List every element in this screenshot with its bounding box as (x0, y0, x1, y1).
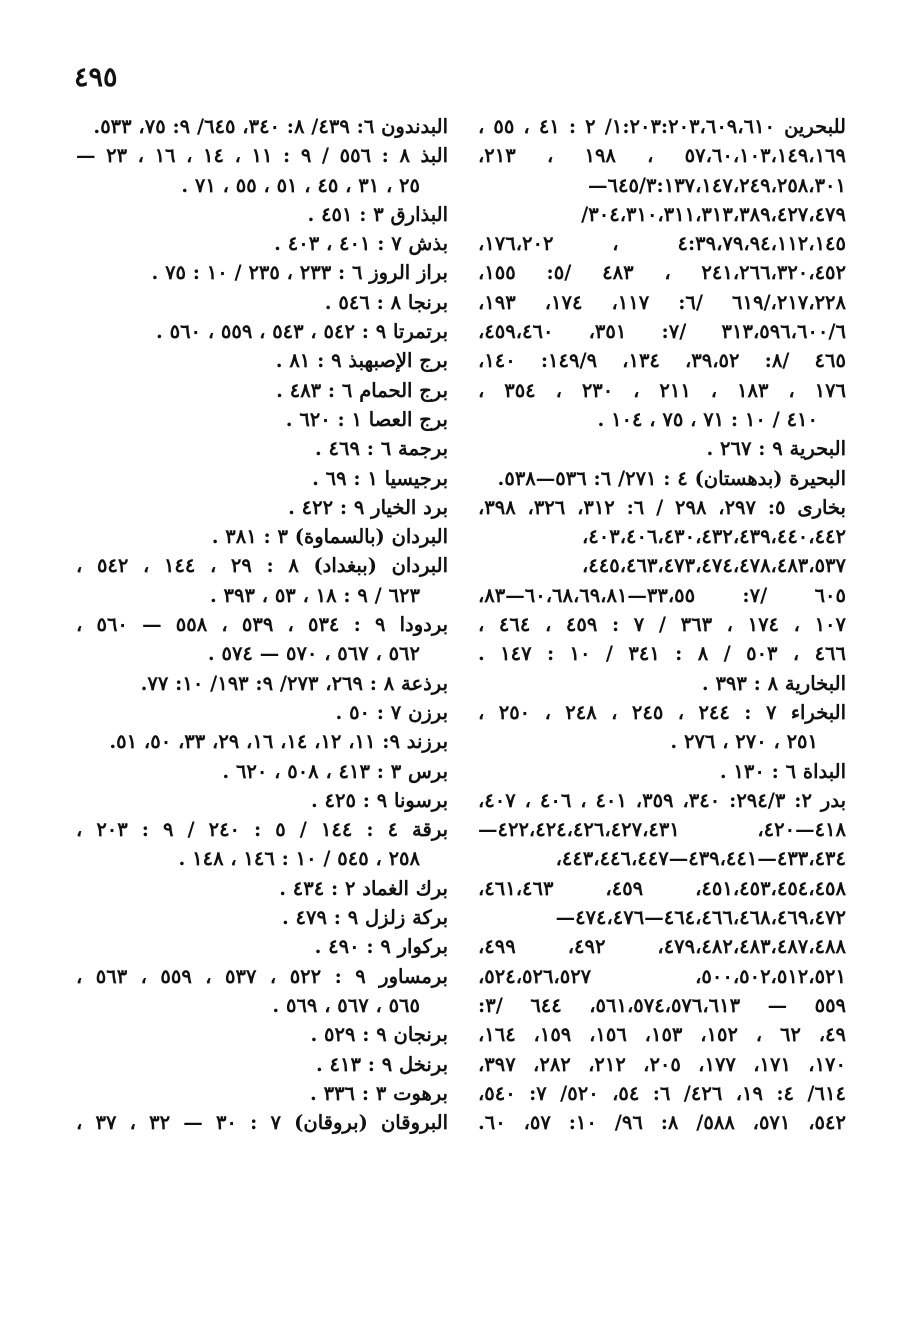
index-line: البذ ٨ : ٥٥٦ / ٩ : ١١ ، ١٤ ، ١٦ ، ٢٣ — (76, 144, 448, 168)
index-line: ٤١٠ / ١٠ : ٧١ ، ٧٥ ، ١٠٤ . (597, 407, 818, 431)
index-line: البحرية ٩ : ٢٦٧ . (706, 437, 846, 461)
index-line: ٦٢٣ / ٩ : ١٨ ، ٥٣ ، ٣٩٣ . (209, 583, 420, 607)
index-line: برج الإصبهبذ ٩ : ٨١ . (275, 349, 448, 373)
index-line: برنجا ٨ : ٥٤٦ . (324, 290, 448, 314)
index-line: ١٧٠، ١٧١، ١٧٧، ٢٠٥، ٢١٢، ٢٨٢، ٣٩٧، (478, 1052, 846, 1076)
index-line: ٤٣٣،٤٣٤—٤٣٩،٤٤١—٤٤٣،٤٤٦،٤٤٧، (555, 847, 846, 871)
index-line: برذعة ٨ : ٢٦٩، ٢٧٣/ ٩: ١٩٣/ ١٠: ٧٧. (140, 671, 448, 695)
index-line: برقة ٤ : ١٤٤ / ٥ : ٢٤٠ / ٩ : ٢٠٣ ، (76, 818, 448, 842)
index-line: برزند ٩: ١١، ١٢، ١٤، ١٦، ٢٩، ٣٣، ٥٠، ٥١. (109, 730, 448, 754)
index-line: بردودا ٩ : ٥٣٤ ، ٥٣٩ ، ٥٥٨ — ٥٦٠ ، (76, 613, 448, 637)
index-line: برتمرتا ٩ : ٥٤٢ ، ٥٤٣ ، ٥٥٩ ، ٥٦٠ . (156, 320, 448, 344)
index-line: بدر ٢: ٢٩٤/٣: ٣٤٠، ٣٥٩، ٤٠١ ، ٤٠٦ ، ٤٠٧، (478, 788, 846, 812)
index-line: البداة ٦ : ١٣٠ . (719, 759, 846, 783)
index-line: برد الخيار ٩ : ٤٢٢ . (288, 495, 448, 519)
index-line: البحيرة (بدهستان) ٤ : ٢٧١/ ٦: ٥٣٦—٥٣٨. (497, 466, 846, 490)
index-line: بركوار ٩ : ٤٩٠ . (314, 935, 448, 959)
index-line: ٥٥٩ — ٥٦١،٥٧٤،٥٧٦،٦١٣، ٦٤٤ /٣: (478, 993, 846, 1017)
page-number: ٤٩٥ (74, 62, 118, 93)
index-column-right (478, 112, 846, 1137)
index-line: ٥٦٢ ، ٥٦٧ ، ٥٧٠ — ٥٧٤ . (207, 642, 420, 666)
index-line: بذش ٧ : ٤٠١ ، ٤٠٣ . (274, 232, 448, 256)
index-line: البذارق ٣ : ٤٥١ . (307, 202, 448, 226)
index-line: ٤٦٤،٤٦٦،٤٦٨،٤٦٩،٤٧٢—٤٧٤،٤٧٦— (555, 906, 846, 930)
index-line: البخراء ٧ : ٢٤٤ ، ٢٤٥ ، ٢٤٨ ، ٢٥٠ ، (478, 700, 846, 724)
index-line: ٢٥٨ ، ٥٤٥ / ١٠ : ١٤٦ ، ١٤٨ . (178, 847, 420, 871)
index-line: بركة زلزل ٩ : ٤٧٩ . (281, 906, 448, 930)
index-line: ٤١٨—٤٢٠، ٤٢٢،٤٢٤،٤٢٦،٤٢٧،٤٣١— (478, 818, 846, 842)
index-line: ٦١٤/ ٤: ١٩، ٤٢٦/ ٦: ٥٤، ٥٢٠/ ٧: ٥٤٠، (478, 1081, 846, 1105)
index-line: برسونا ٩ : ٤٢٥ . (310, 788, 448, 812)
index-line: برجيسيا ١ : ٦٩ . (312, 466, 448, 490)
index-line: ٤٦٦ ، ٥٠٣ / ٨ : ٣٤١ / ١٠ : ١٤٧ . (478, 642, 846, 666)
index-line: برجمة ٦ : ٤٦٩ . (314, 437, 448, 461)
index-line: برنجان ٩ : ٥٢٩ . (310, 1023, 448, 1047)
index-line: ٢٤١،٢٦٦،٣٢٠،٤٥٢ ، ٤٨٣ /٥: ١٥٥، (478, 261, 846, 285)
index-line: ٥٠٠،٥٠٢،٥١٢،٥٢١، ٥٢٤،٥٢٦،٥٢٧، (478, 964, 846, 988)
index-line: للبحرين ١:٢٠٣:٢٠٣،٦٠٩،٦١٠/ ٢ : ٤١ ، ٥٥ ، (478, 115, 846, 138)
index-line: ٤٠٣،٤٠٦،٤٣٠،٤٣٢،٤٣٩،٤٤٠،٤٤٢، (581, 525, 846, 549)
index-line: ١٧٦ ، ١٨٣ ، ٢١١ ، ٢٣٠ ، ٣٥٤ ، (478, 378, 846, 402)
index-line: البردان (بالسماوة) ٣ : ٣٨١ . (211, 525, 448, 549)
index-line: ٦٠٥ /٧: ٣٣،٥٥—٦٠،٦٨،٦٩،٨١—٨٣، (478, 583, 846, 607)
index-line: ٤٤٥،٤٦٣،٤٧٣،٤٧٤،٤٧٨،٤٨٣،٥٣٧، (581, 554, 846, 578)
index-line: البخارية ٨ : ٣٩٣ . (701, 671, 846, 695)
index-line: ٤٧٩،٤٨٢،٤٨٣،٤٨٧،٤٨٨، ٤٩٢، ٤٩٩، (478, 935, 846, 959)
index-line: برج العصا ١ : ٦٢٠ . (285, 407, 448, 431)
index-line: البروقان (بروقان) ٧ : ٣٠ — ٣٢ ، ٣٧ ، (76, 1111, 448, 1135)
index-line: ٥٦٥ ، ٥٦٧ ، ٥٦٩ . (272, 993, 420, 1017)
index-line: ٣١٣،٥٩٦،٦٠٠/٦ /٧: ٣٥١، ٤٥٩،٤٦٠، (478, 320, 846, 344)
index-line: برك الغماد ٢ : ٤٣٤ . (279, 876, 448, 900)
index-line: ٢٥١ ، ٢٧٠ ، ٢٧٦ . (670, 730, 818, 754)
index-line: ٢٥ ، ٣١ ، ٤٥ ، ٥١ ، ٥٥ ، ٧١ . (181, 173, 420, 197)
index-line: برنخل ٩ : ٤١٣ . (315, 1052, 448, 1076)
index-line: برس ٣ : ٤١٣ ، ٥٠٨ ، ٦٢٠ . (222, 759, 448, 783)
index-line: ١٠٧ ، ١٧٤ ، ٣٦٣ / ٧ : ٤٥٩ ، ٤٦٤ ، (478, 613, 846, 637)
index-line: ٤:٣٩،٧٩،٩٤،١١٢،١٤٥ ، ١٧٦،٢٠٢، (478, 232, 846, 256)
index-line: ٥٧،٦٠،١٠٣،١٤٩،١٦٩ ، ١٩٨ ، ٢١٣، (478, 144, 846, 168)
index-line: ٤٩، ٦٢ ، ١٥٢، ١٥٣، ١٥٦، ١٥٩، ١٦٤، (478, 1023, 846, 1047)
index-line: ٣٠٤،٣١٠،٣١١،٣١٣،٣٨٩،٤٢٧،٤٧٩/ (581, 202, 846, 226)
index-line: ٤٥١،٤٥٣،٤٥٤،٤٥٨، ٤٥٩، ٤٦١،٤٦٣، (478, 876, 846, 900)
index-line: ٥٤٢، ٥٧١، ٥٨٨/ ٨: ٩٦/ ١٠: ٥٧، ٦٠. (478, 1111, 846, 1135)
index-line: براز الروز ٦ : ٢٣٣ ، ٢٣٥ / ١٠ : ٧٥ . (151, 261, 448, 285)
index-column-left (76, 112, 448, 1137)
index-line: البدندون ٦: ٤٣٩/ ٨: ٣٤٠، ٦٤٥/ ٩: ٧٥، ٥٣٣. (93, 115, 448, 138)
index-line: بخارى ٥: ٢٩٧، ٢٩٨ / ٦: ٣١٢، ٣٢٦، ٣٩٨، (478, 495, 846, 519)
index-line: برهوت ٣ : ٣٣٦ . (310, 1081, 448, 1105)
index-line: برزن ٧ : ٥٠ . (335, 700, 448, 724)
index-line: ٦٤٥/٣:١٣٧،١٤٧،٢٤٩،٢٥٨،٣٠١— (588, 173, 846, 197)
index-line: البردان (ببغداد) ٨ : ٢٩ ، ١٤٤ ، ٥٤٢ ، (76, 554, 448, 578)
index-line: ٢١٧،٢٢٨،/٦١٩ /٦: ١١٧، ١٧٤، ١٩٣، (478, 290, 846, 314)
index-line: ٤٦٥ /٨: ٣٩،٥٢، ١٣٤، ١٤٩/٩: ١٤٠، (478, 349, 846, 373)
index-line: برج الحمام ٦ : ٤٨٣ . (276, 378, 448, 402)
index-line: برمساور ٩ : ٥٢٢ ، ٥٣٧ ، ٥٥٩ ، ٥٦٣ ، (76, 964, 448, 988)
